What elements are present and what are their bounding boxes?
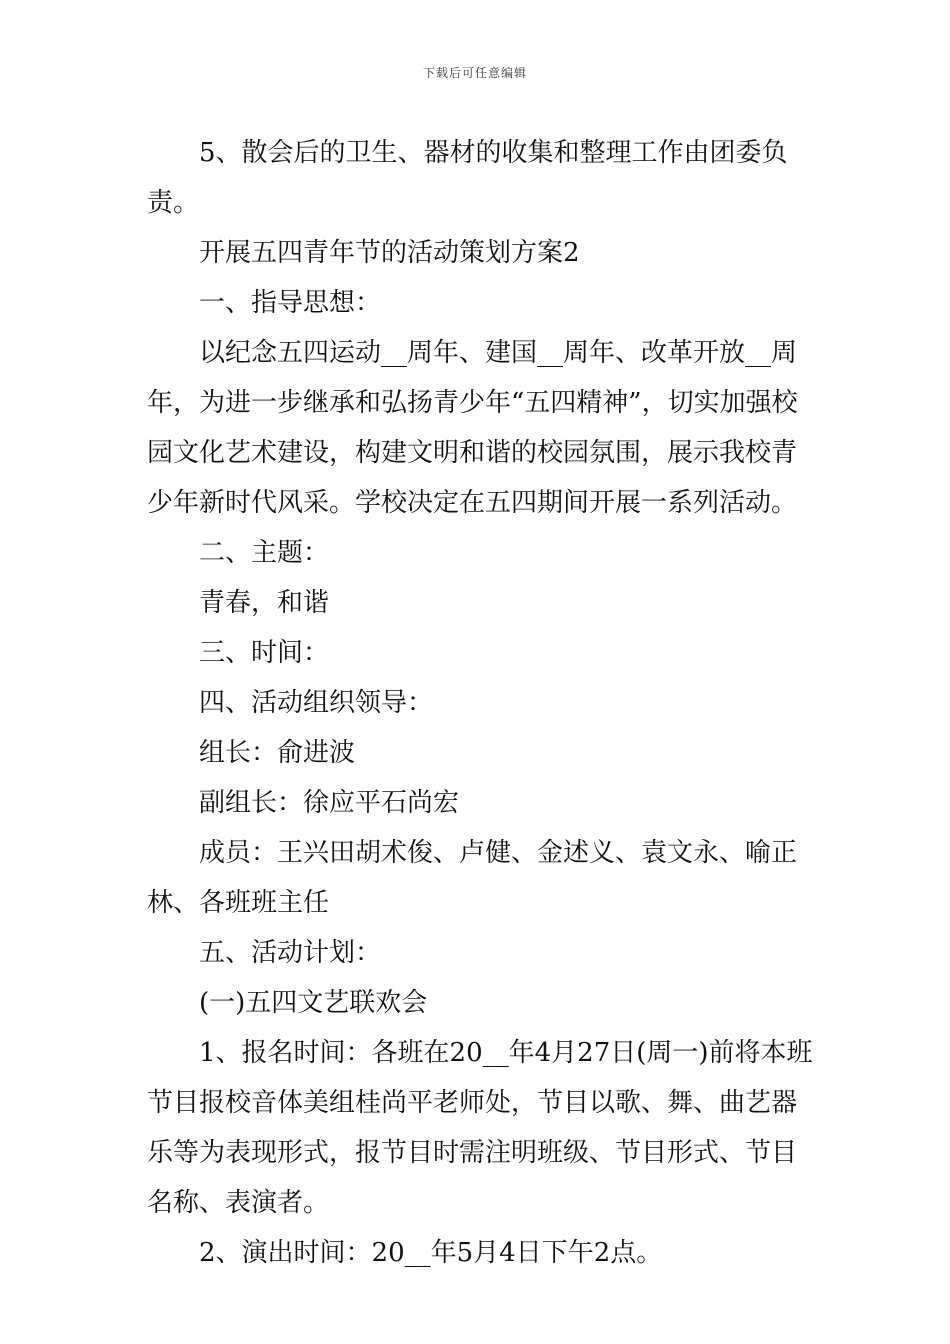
section-title-plan-2: 开展五四青年节的活动策划方案2 — [199, 238, 580, 268]
paragraph-guiding-ideology: 以纪念五四运动__周年、建国__周年、改革开放__周年，为进一步继承和弘扬青少年“五四精神”，切实加强校园文化艺术建设，构建文明和谐的校园氛围，展示我校青少年新时代风采。学校决定在五四期间开展一系列活动。 — [147, 338, 798, 518]
heading-time: 三、时间： — [199, 638, 330, 668]
paragraph-theme: 青春，和谐 — [199, 588, 330, 618]
paragraph-deputy-leader: 副组长：徐应平石尚宏 — [199, 788, 460, 818]
page-header: 下载后可任意编辑 — [422, 66, 527, 80]
subheading-art-gala: (一)五四文艺联欢会 — [199, 988, 428, 1018]
paragraph-members: 成员：王兴田胡术俊、卢健、金述义、袁文永、喻正林、各班班主任 — [147, 838, 798, 918]
paragraph-registration: 1、报名时间：各班在20__年4月27日(周一)前将本班节目报校音体美组桂尚平老师处，节目以歌、舞、曲艺器乐等为表现形式，报节目时需注明班级、节目形式、节目名称、表演者。 — [147, 1038, 813, 1218]
paragraph-cleanup: 5、散会后的卫生、器材的收集和整理工作由团委负责。 — [147, 138, 788, 218]
heading-guiding-ideology: 一、指导思想： — [199, 288, 382, 318]
heading-theme: 二、主题： — [199, 538, 330, 568]
heading-activity-plan: 五、活动计划： — [199, 938, 382, 968]
document-body — [147, 128, 817, 1278]
heading-leadership: 四、活动组织领导： — [199, 688, 434, 718]
paragraph-performance-time: 2、演出时间：20__年5月4日下午2点。 — [199, 1238, 663, 1268]
paragraph-group-leader: 组长：俞进波 — [199, 738, 356, 768]
